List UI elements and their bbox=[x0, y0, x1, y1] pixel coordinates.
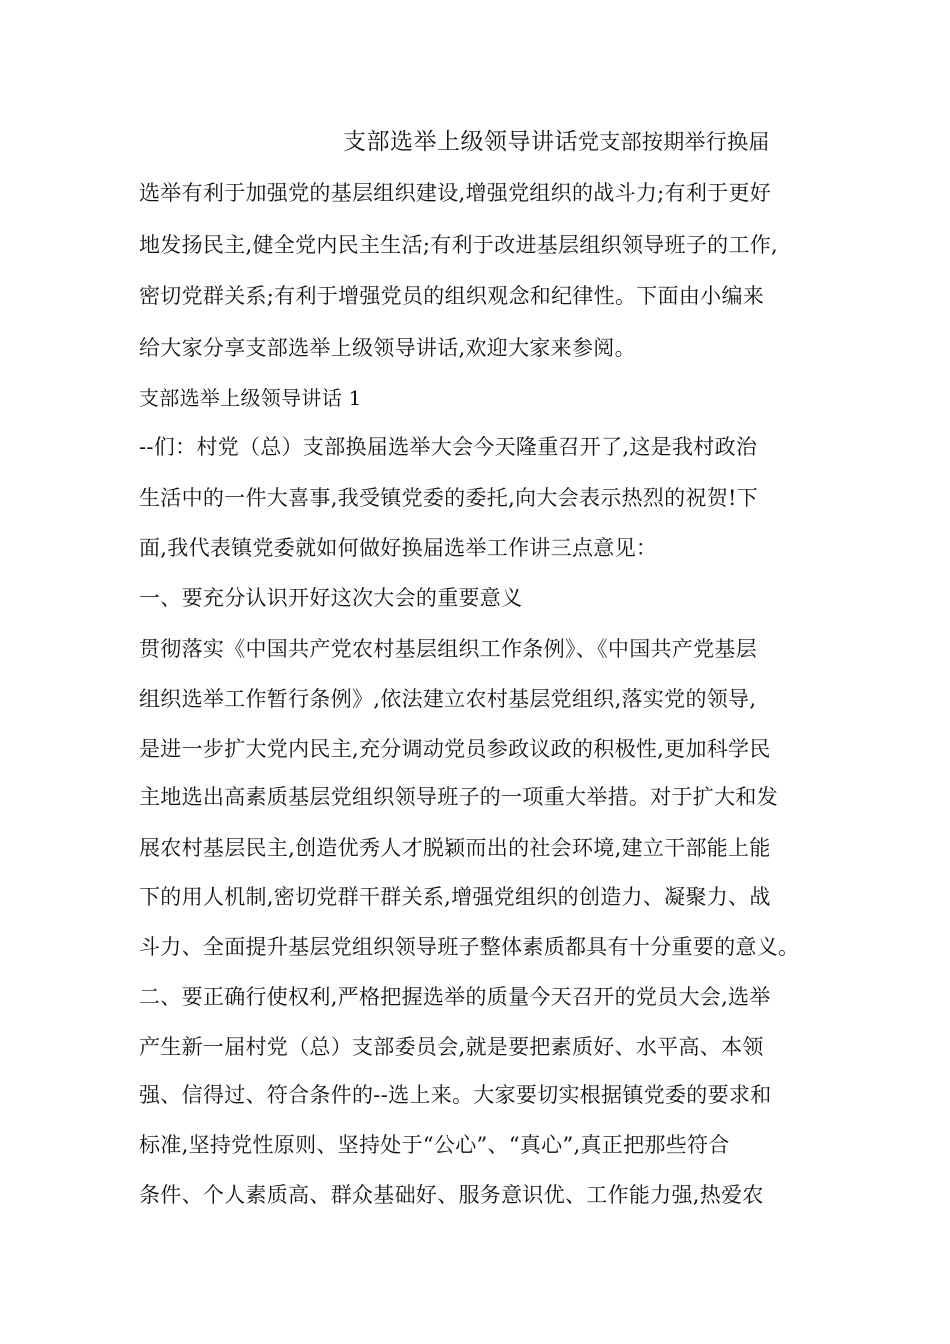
body-line: 斗力、全面提升基层党组织领导班子整体素质都具有十分重要的意义。 bbox=[139, 935, 800, 959]
body-line: 下的用人机制,密切党群干群关系,增强党组织的创造力、凝聚力、战 bbox=[139, 885, 771, 909]
body-line: 贯彻落实《中国共产党农村基层组织工作条例》、《中国共产党基层 bbox=[139, 637, 757, 661]
document-title-line bbox=[343, 126, 770, 160]
section-heading: 二、要正确行使权利,严格把握选举的质量今天召开的党员大会,选举 bbox=[139, 985, 771, 1009]
body-line: 是进一步扩大党内民主,充分调动党员参政议政的积极性,更加科学民 bbox=[139, 737, 771, 761]
body-line: 强、信得过、符合条件的--选上来。大家要切实根据镇党委的要求和 bbox=[139, 1083, 772, 1107]
body-line: 组织选举工作暂行条例》,依法建立农村基层党组织,落实党的领导, bbox=[139, 687, 757, 711]
body-line: --们：村党（总）支部换届选举大会今天隆重召开了,这是我村政治 bbox=[139, 435, 758, 459]
section-heading: 一、要充分认识开好这次大会的重要意义 bbox=[139, 586, 523, 610]
body-line: 密切党群关系;有利于增强党员的组织观念和纪律性。下面由小编来 bbox=[139, 284, 765, 308]
body-line: 展农村基层民主,创造优秀人才脱颖而出的社会环境,建立干部能上能 bbox=[139, 836, 771, 860]
body-line: 给大家分享支部选举上级领导讲话,欢迎大家来参阅。 bbox=[139, 336, 636, 360]
body-line: 地发扬民主,健全党内民主生活;有利于改进基层组织领导班子的工作, bbox=[139, 233, 779, 257]
body-line: 面,我代表镇党委就如何做好换届选举工作讲三点意见： bbox=[139, 536, 658, 560]
body-line: 生活中的一件大喜事,我受镇党委的委托,向大会表示热烈的祝贺!下 bbox=[139, 486, 759, 510]
document-title: 支部选举上级领导讲话 bbox=[343, 129, 578, 155]
section-heading: 支部选举上级领导讲话 1 bbox=[139, 386, 362, 410]
body-line: 主地选出高素质基层党组织领导班子的一项重大举措。对于扩大和发 bbox=[139, 785, 778, 809]
body-line: 选举有利于加强党的基层组织建设,增强党组织的战斗力;有利于更好 bbox=[139, 181, 772, 205]
title-continuation: 党支部按期举行换届 bbox=[578, 130, 770, 154]
body-line: 条件、个人素质高、群众基础好、服务意识优、工作能力强,热爱农 bbox=[139, 1183, 764, 1207]
body-line: 产生新一届村党（总）支部委员会,就是要把素质好、水平高、本领 bbox=[139, 1035, 764, 1059]
body-line: 标准,坚持党性原则、坚持处于“公心”、“真心”,真正把那些符合 bbox=[139, 1133, 730, 1157]
